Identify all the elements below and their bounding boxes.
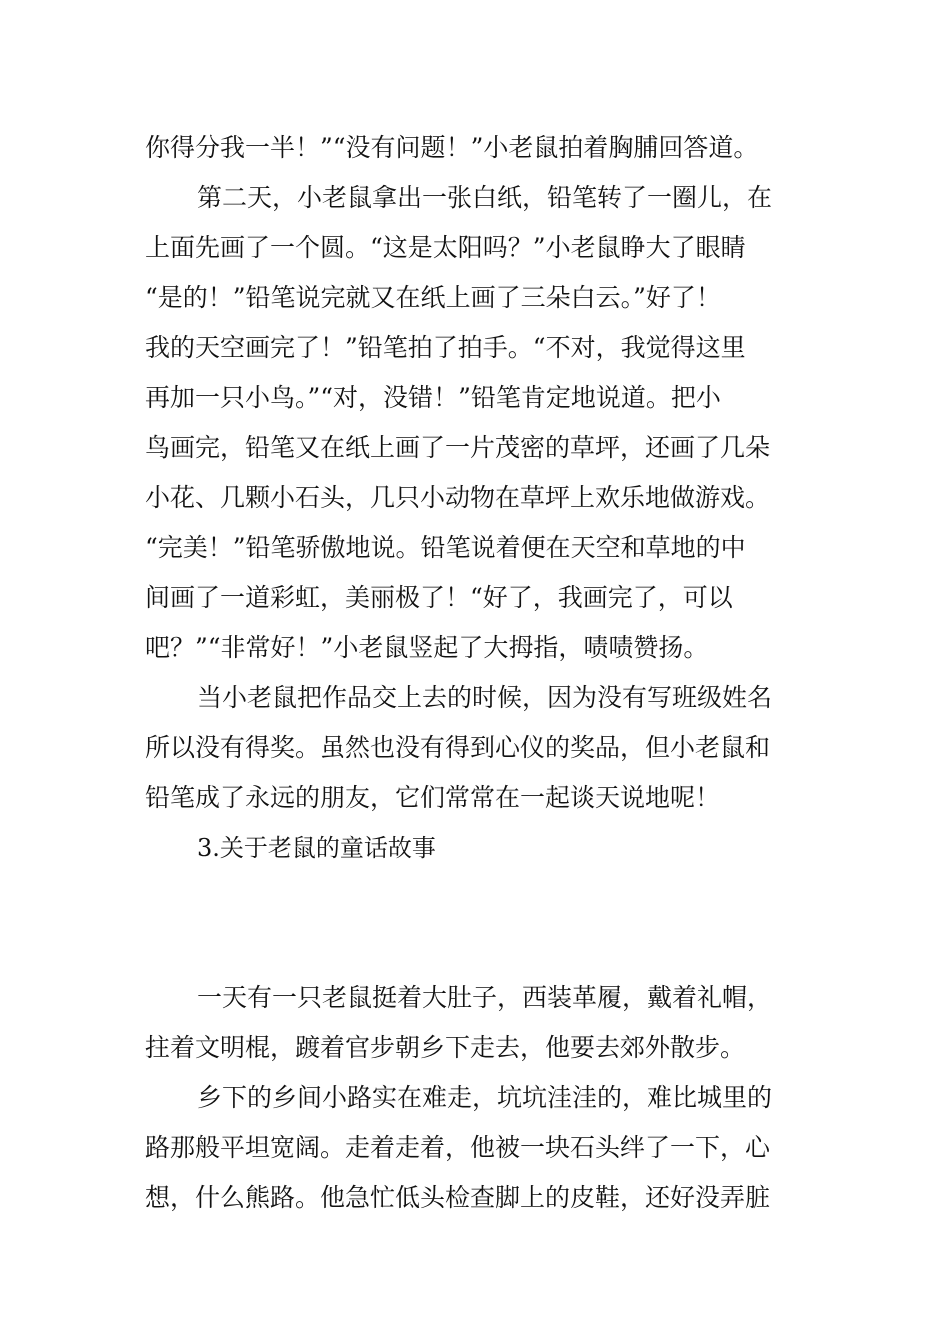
text-line: 小花、几颗小石头，几只小动物在草坪上欢乐地做游戏。 — [145, 483, 771, 512]
text-line: 你得分我一半！”“没有问题！”小老鼠拍着胸脯回答道。 — [145, 133, 759, 162]
text-line: 再加一只小鸟。”“对，没错！”铅笔肯定地说道。把小 — [145, 383, 721, 412]
text-line: 一天有一只老鼠挺着大肚子，西装革履，戴着礼帽， — [197, 983, 773, 1012]
text-line: 铅笔成了永远的朋友，它们常常在一起谈天说地呢！ — [145, 783, 721, 812]
text-line: 想，什么熊路。他急忙低头检查脚上的皮鞋，还好没弄脏 — [145, 1183, 771, 1212]
text-line: 吧？”“非常好！”小老鼠竖起了大拇指，啧啧赞扬。 — [145, 633, 709, 662]
text-line: 间画了一道彩虹，美丽极了！“好了，我画完了，可以 — [145, 583, 733, 612]
text-line: 所以没有得奖。虽然也没有得到心仪的奖品，但小老鼠和 — [145, 733, 771, 762]
text-line: 我的天空画完了！”铅笔拍了拍手。“不对，我觉得这里 — [145, 333, 746, 362]
text-line: 路那般平坦宽阔。走着走着，他被一块石头绊了一下，心 — [145, 1133, 771, 1162]
text-line: 上面先画了一个圆。“这是太阳吗？”小老鼠睁大了眼睛 — [145, 233, 746, 262]
text-line: 拄着文明棍，踱着官步朝乡下走去，他要去郊外散步。 — [145, 1033, 746, 1062]
text-line: 鸟画完，铅笔又在纸上画了一片茂密的草坪，还画了几朵 — [145, 433, 771, 462]
text-line: 当小老鼠把作品交上去的时候，因为没有写班级姓名 — [197, 683, 773, 712]
text-line: “是的！”铅笔说完就又在纸上画了三朵白云。”好了！ — [145, 283, 721, 312]
text-line: 第二天，小老鼠拿出一张白纸，铅笔转了一圈儿，在 — [197, 183, 773, 212]
text-line: 乡下的乡间小路实在难走，坑坑洼洼的，难比城里的 — [197, 1083, 773, 1112]
text-line: “完美！”铅笔骄傲地说。铅笔说着便在天空和草地的中 — [145, 533, 746, 562]
section-heading: 3.关于老鼠的童话故事 — [197, 834, 436, 862]
